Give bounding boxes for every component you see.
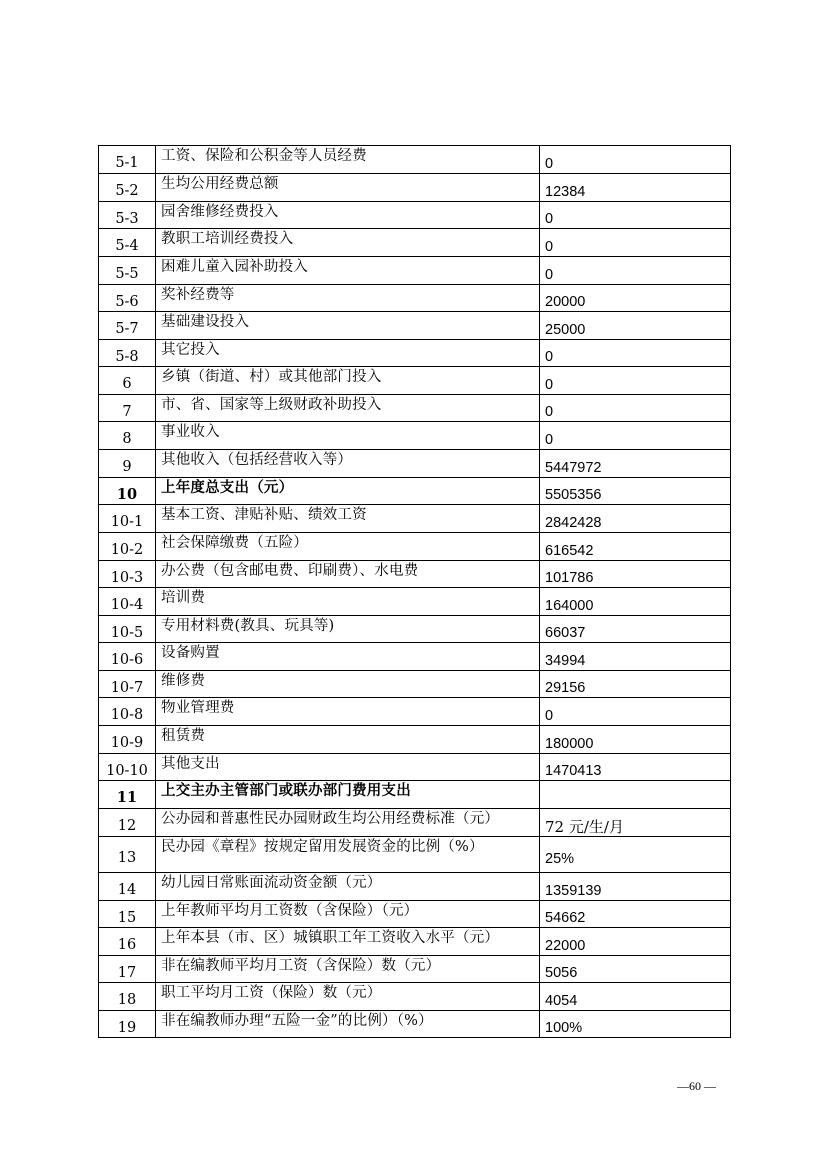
row-number: 14 (99, 873, 156, 901)
table-row (99, 726, 731, 754)
table-row (99, 901, 731, 928)
table-row (99, 505, 731, 533)
row-number: 5-7 (99, 312, 156, 340)
row-label: 上年教师平均月工资数（含保险）（元） (156, 901, 540, 928)
row-label: 职工平均月工资（保险）数（元） (156, 983, 540, 1011)
row-label: 办公费（包含邮电费、印刷费）、水电费 (156, 561, 540, 588)
table-row (99, 146, 731, 174)
row-value: 0 (540, 422, 731, 450)
row-number: 10-3 (99, 561, 156, 588)
table-row (99, 395, 731, 422)
table-row (99, 754, 731, 781)
table-row (99, 533, 731, 561)
row-label: 奖补经费等 (156, 285, 540, 312)
row-label: 工资、保险和公积金等人员经费 (156, 146, 540, 174)
row-value: 2842428 (540, 505, 731, 533)
table-row (99, 698, 731, 726)
table-row (99, 367, 731, 395)
row-label: 基本工资、津贴补贴、绩效工资 (156, 505, 540, 533)
row-number: 10-8 (99, 698, 156, 726)
table-row (99, 956, 731, 983)
row-number: 13 (99, 837, 156, 873)
table-row (99, 837, 731, 873)
row-number: 5-5 (99, 257, 156, 285)
row-number: 11 (99, 781, 156, 809)
row-label: 事业收入 (156, 422, 540, 450)
row-value: 0 (540, 395, 731, 422)
row-label: 专用材料费(教具、玩具等) (156, 616, 540, 643)
table-row (99, 174, 731, 202)
row-label: 社会保障缴费（五险） (156, 533, 540, 561)
row-label: 培训费 (156, 588, 540, 616)
row-label: 基础建设投入 (156, 312, 540, 340)
row-value: 101786 (540, 561, 731, 588)
row-label: 物业管理费 (156, 698, 540, 726)
row-label: 设备购置 (156, 643, 540, 671)
row-value: 4054 (540, 983, 731, 1011)
table-row (99, 285, 731, 312)
row-number: 9 (99, 450, 156, 478)
row-value: 29156 (540, 671, 731, 698)
row-label: 幼儿园日常账面流动资金额（元） (156, 873, 540, 901)
row-number: 10-7 (99, 671, 156, 698)
table-row (99, 928, 731, 956)
row-number: 10-2 (99, 533, 156, 561)
row-number: 12 (99, 809, 156, 837)
row-value: 0 (540, 146, 731, 174)
table-row (99, 478, 731, 505)
row-label: 乡镇（街道、村）或其他部门投入 (156, 367, 540, 395)
row-number: 15 (99, 901, 156, 928)
row-number: 19 (99, 1011, 156, 1038)
finance-table (98, 145, 731, 1038)
row-number: 17 (99, 956, 156, 983)
row-value: 164000 (540, 588, 731, 616)
row-number: 10-10 (99, 754, 156, 781)
row-value: 0 (540, 202, 731, 229)
row-number: 5-8 (99, 340, 156, 367)
row-value: 0 (540, 229, 731, 257)
row-number: 8 (99, 422, 156, 450)
row-value (540, 781, 731, 809)
table-row (99, 643, 731, 671)
row-value: 5056 (540, 956, 731, 983)
row-label: 公办园和普惠性民办园财政生均公用经费标准（元） (156, 809, 540, 837)
row-label: 民办园《章程》按规定留用发展资金的比例（%） (156, 837, 540, 873)
row-label: 维修费 (156, 671, 540, 698)
row-label: 其他支出 (156, 754, 540, 781)
row-value: 616542 (540, 533, 731, 561)
row-value: 54662 (540, 901, 731, 928)
row-value: 20000 (540, 285, 731, 312)
row-number: 7 (99, 395, 156, 422)
table-row (99, 1011, 731, 1038)
row-number: 6 (99, 367, 156, 395)
row-value: 0 (540, 367, 731, 395)
row-number: 10 (99, 478, 156, 505)
table-row (99, 202, 731, 229)
table-row (99, 671, 731, 698)
table-row (99, 422, 731, 450)
row-number: 18 (99, 983, 156, 1011)
row-label: 租赁费 (156, 726, 540, 754)
row-label: 其它投入 (156, 340, 540, 367)
row-label: 园舍维修经费投入 (156, 202, 540, 229)
row-label: 困难儿童入园补助投入 (156, 257, 540, 285)
row-value: 22000 (540, 928, 731, 956)
row-value: 1359139 (540, 873, 731, 901)
row-number: 10-5 (99, 616, 156, 643)
table-row (99, 781, 731, 809)
row-label: 非在编教师办理“五险一金”的比例）（%） (156, 1011, 540, 1038)
row-number: 16 (99, 928, 156, 956)
table-row (99, 340, 731, 367)
row-value: 1470413 (540, 754, 731, 781)
row-label: 上年度总支出（元） (156, 478, 540, 505)
row-value: 0 (540, 698, 731, 726)
row-value: 34994 (540, 643, 731, 671)
row-number: 5-2 (99, 174, 156, 202)
row-number: 10-6 (99, 643, 156, 671)
row-number: 10-4 (99, 588, 156, 616)
row-label: 上交主办主管部门或联办部门费用支出 (156, 781, 540, 809)
row-value: 5447972 (540, 450, 731, 478)
row-label: 教职工培训经费投入 (156, 229, 540, 257)
row-label: 市、省、国家等上级财政补助投入 (156, 395, 540, 422)
page-number: —60 — (677, 1079, 716, 1093)
table-row (99, 873, 731, 901)
row-number: 10-9 (99, 726, 156, 754)
row-label: 非在编教师平均月工资（含保险）数（元） (156, 956, 540, 983)
row-number: 5-1 (99, 146, 156, 174)
row-value: 100% (540, 1011, 731, 1038)
row-label: 其他收入（包括经营收入等） (156, 450, 540, 478)
row-value: 66037 (540, 616, 731, 643)
row-number: 5-6 (99, 285, 156, 312)
row-value: 0 (540, 257, 731, 285)
table-row (99, 588, 731, 616)
table-row (99, 229, 731, 257)
row-number: 5-4 (99, 229, 156, 257)
row-value: 72 元/生/月 (540, 809, 731, 837)
row-number: 10-1 (99, 505, 156, 533)
table-row (99, 616, 731, 643)
row-label: 生均公用经费总额 (156, 174, 540, 202)
row-value: 5505356 (540, 478, 731, 505)
table-row (99, 983, 731, 1011)
table-row (99, 312, 731, 340)
row-value: 0 (540, 340, 731, 367)
row-value: 25% (540, 837, 731, 873)
row-label: 上年本县（市、区）城镇职工年工资收入水平（元） (156, 928, 540, 956)
table-row (99, 561, 731, 588)
table-row (99, 257, 731, 285)
row-value: 25000 (540, 312, 731, 340)
row-value: 12384 (540, 174, 731, 202)
row-value: 180000 (540, 726, 731, 754)
row-number: 5-3 (99, 202, 156, 229)
table-row (99, 450, 731, 478)
table-row (99, 809, 731, 837)
